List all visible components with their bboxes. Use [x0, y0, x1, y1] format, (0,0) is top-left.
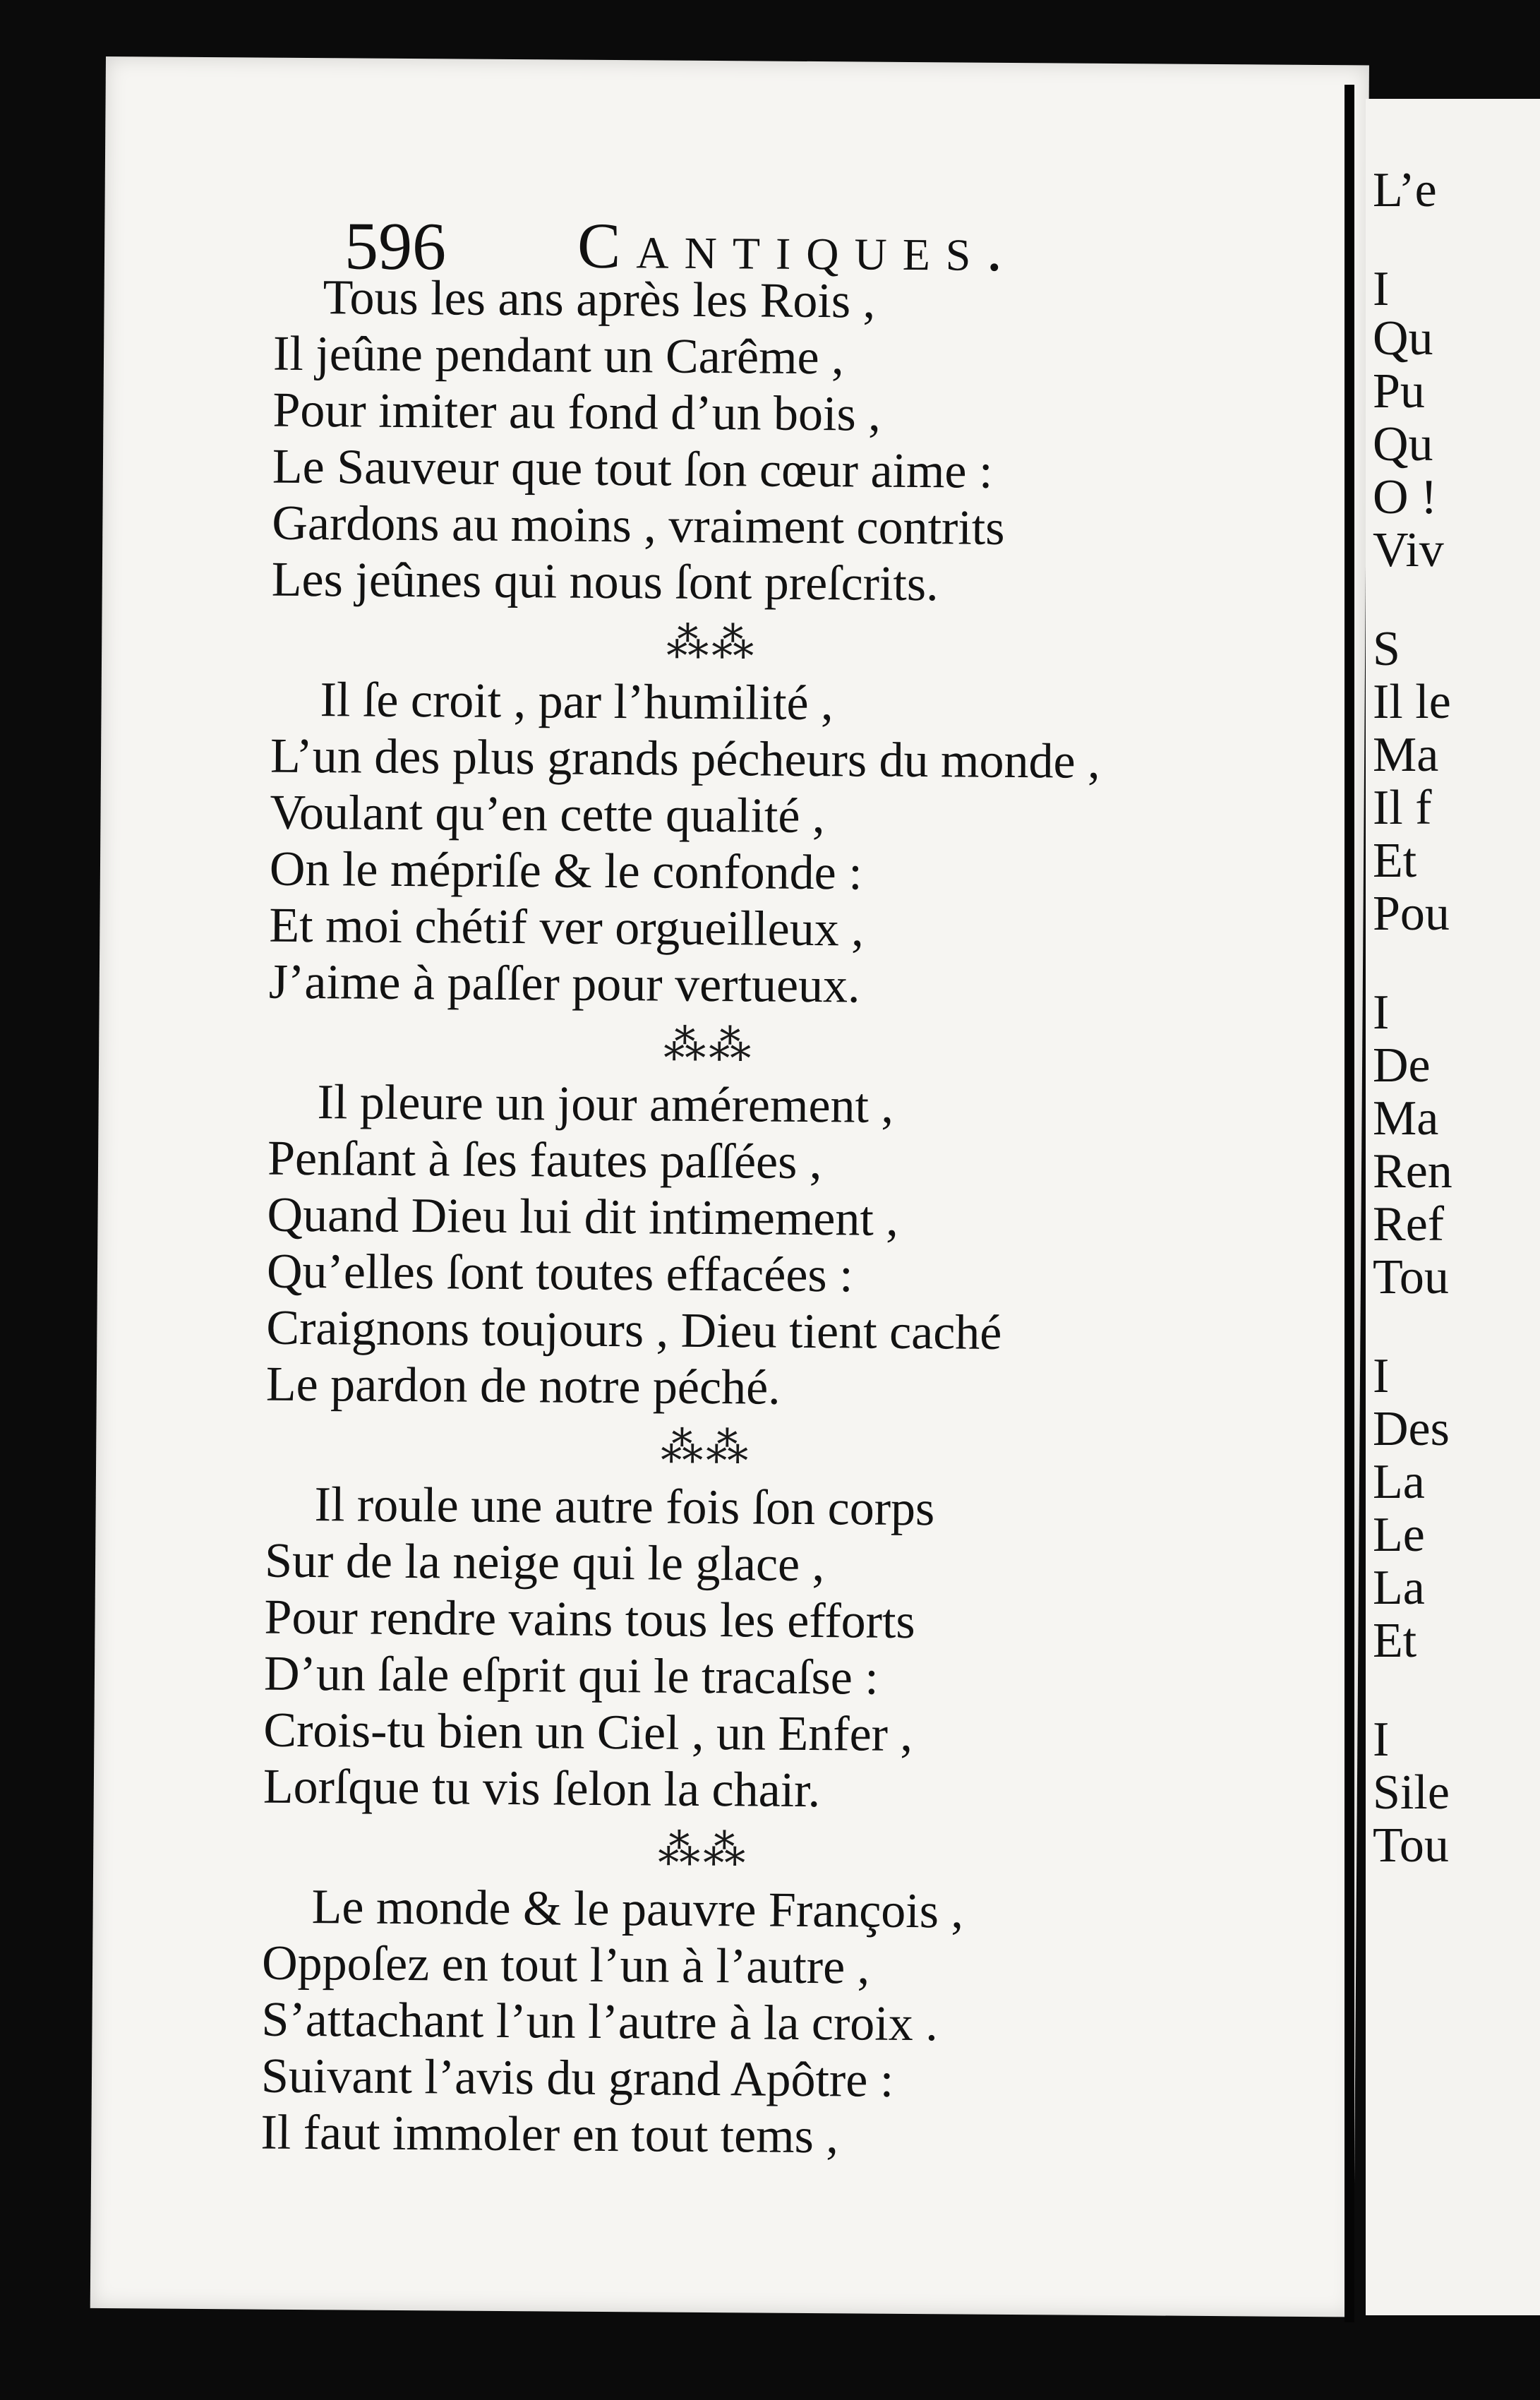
facing-page-fragment: La	[1373, 1561, 1425, 1615]
verse-body	[260, 270, 1403, 2169]
verse-line: Qu’elles ſont toutes effacées :	[266, 1244, 853, 1303]
verse-line: S’attachant l’un l’autre à la croix .	[261, 1992, 939, 2052]
facing-page-fragment: Tou	[1373, 1250, 1449, 1304]
verse-line: Les jeûnes qui nous ſont preſcrits.	[271, 552, 939, 612]
facing-page-fragment: L’e	[1373, 163, 1437, 217]
verse-line: Sur de la neige qui le glace ,	[264, 1533, 825, 1592]
facing-page-fragment: Et	[1373, 1614, 1417, 1668]
facing-page-fragment: Qu	[1373, 417, 1433, 472]
page-number: 596	[344, 208, 447, 284]
verse-line: Le monde & le pauvre François ,	[311, 1880, 964, 1939]
verse-line: Et moi chétif ver orgueilleux ,	[269, 898, 865, 957]
stanza	[272, 270, 1403, 616]
stanza	[263, 1477, 1395, 1823]
verse-line: On le mépriſe & le confonde :	[269, 841, 862, 901]
stanza	[260, 1879, 1392, 2169]
facing-page-fragment: I	[1373, 985, 1390, 1040]
facing-page-fragment: Des	[1373, 1402, 1450, 1456]
facing-page-fragment: S	[1373, 622, 1400, 676]
facing-page-fragment: I	[1373, 262, 1390, 316]
left-page	[90, 56, 1369, 2317]
stanza-ornament: ⁂⁂	[666, 619, 757, 667]
verse-line: Tous les ans après les Rois ,	[323, 270, 876, 329]
facing-page-fragment: Et	[1373, 834, 1417, 888]
facing-page-fragment: Ma	[1373, 1091, 1439, 1146]
verse-line: Il ſe croit , par l’humilité ,	[320, 673, 834, 731]
facing-page-fragment: Pu	[1373, 364, 1425, 419]
facing-page-fragment: Il le	[1373, 675, 1451, 729]
verse-line: Le pardon de notre péché.	[265, 1357, 781, 1415]
facing-page-fragment: Sile	[1373, 1765, 1450, 1820]
facing-page-fragment: Ma	[1373, 728, 1439, 782]
facing-page-fragment: I	[1373, 1712, 1390, 1767]
verse-line: Penſant à ſes fautes paſſées ,	[267, 1131, 822, 1190]
facing-page-fragment: Ren	[1373, 1144, 1452, 1199]
facing-page-fragment: Tou	[1373, 1818, 1449, 1873]
verse-line: Lorſque tu vis ſelon la chair.	[263, 1759, 821, 1818]
verse-line: Oppoſez en tout l’un à l’autre ,	[261, 1936, 870, 1995]
stanza	[266, 1074, 1397, 1421]
facing-page-fragment: Il f	[1373, 781, 1432, 835]
stanza-ornament: ⁂⁂	[663, 1021, 754, 1069]
facing-page-fragment: Qu	[1373, 311, 1433, 366]
facing-page-fragment: Le	[1373, 1508, 1425, 1562]
verse-line: J’aime à paſſer pour vertueux.	[268, 954, 860, 1014]
facing-page-fragment: Ref	[1373, 1197, 1445, 1252]
verse-line: Il pleure un jour amérement ,	[317, 1075, 894, 1134]
verse-line: Il jeûne pendant un Carême ,	[272, 326, 844, 385]
facing-page-fragment: O !	[1373, 470, 1438, 524]
stanza	[269, 672, 1400, 1019]
verse-line: Quand Dieu lui dit intimement ,	[267, 1187, 899, 1247]
running-title: Cantiques.	[577, 209, 1018, 285]
facing-page-fragment: Pou	[1373, 887, 1450, 941]
verse-line: Le Sauveur que tout ſon cœur aime :	[272, 439, 993, 499]
verse-line: Gardons au moins , vraiment contrits	[272, 496, 1005, 556]
facing-page-fragment: Viv	[1373, 523, 1444, 577]
stanza-ornament: ⁂⁂	[658, 1826, 749, 1874]
verse-line: Pour imiter au fond d’un bois ,	[272, 383, 882, 442]
verse-line: Voulant qu’en cette qualité ,	[270, 785, 825, 844]
facing-page-fragment: La	[1373, 1455, 1425, 1509]
verse-line: Suivant l’avis du grand Apôtre :	[260, 2048, 894, 2108]
verse-line: Crois-tu bien un Ciel , un Enfer ,	[263, 1703, 913, 1763]
verse-line: Il faut immoler en tout tems ,	[260, 2105, 839, 2164]
verse-line: Il roule une autre fois ſon corps	[314, 1477, 935, 1537]
verse-line: D’un ſale eſprit qui le tracaſse :	[263, 1646, 879, 1705]
facing-page-fragment: I	[1373, 1349, 1390, 1403]
verse-line: L’un des plus grands pécheurs du monde ,	[270, 728, 1100, 789]
verse-line: Pour rendre vains tous les efforts	[264, 1590, 915, 1650]
facing-page-edge	[1366, 99, 1540, 2315]
facing-page-fragment: De	[1373, 1038, 1431, 1093]
verse-line: Craignons toujours , Dieu tient caché	[266, 1300, 1002, 1360]
page-gutter	[1345, 85, 1354, 2322]
stanza-ornament: ⁂⁂	[661, 1424, 752, 1472]
